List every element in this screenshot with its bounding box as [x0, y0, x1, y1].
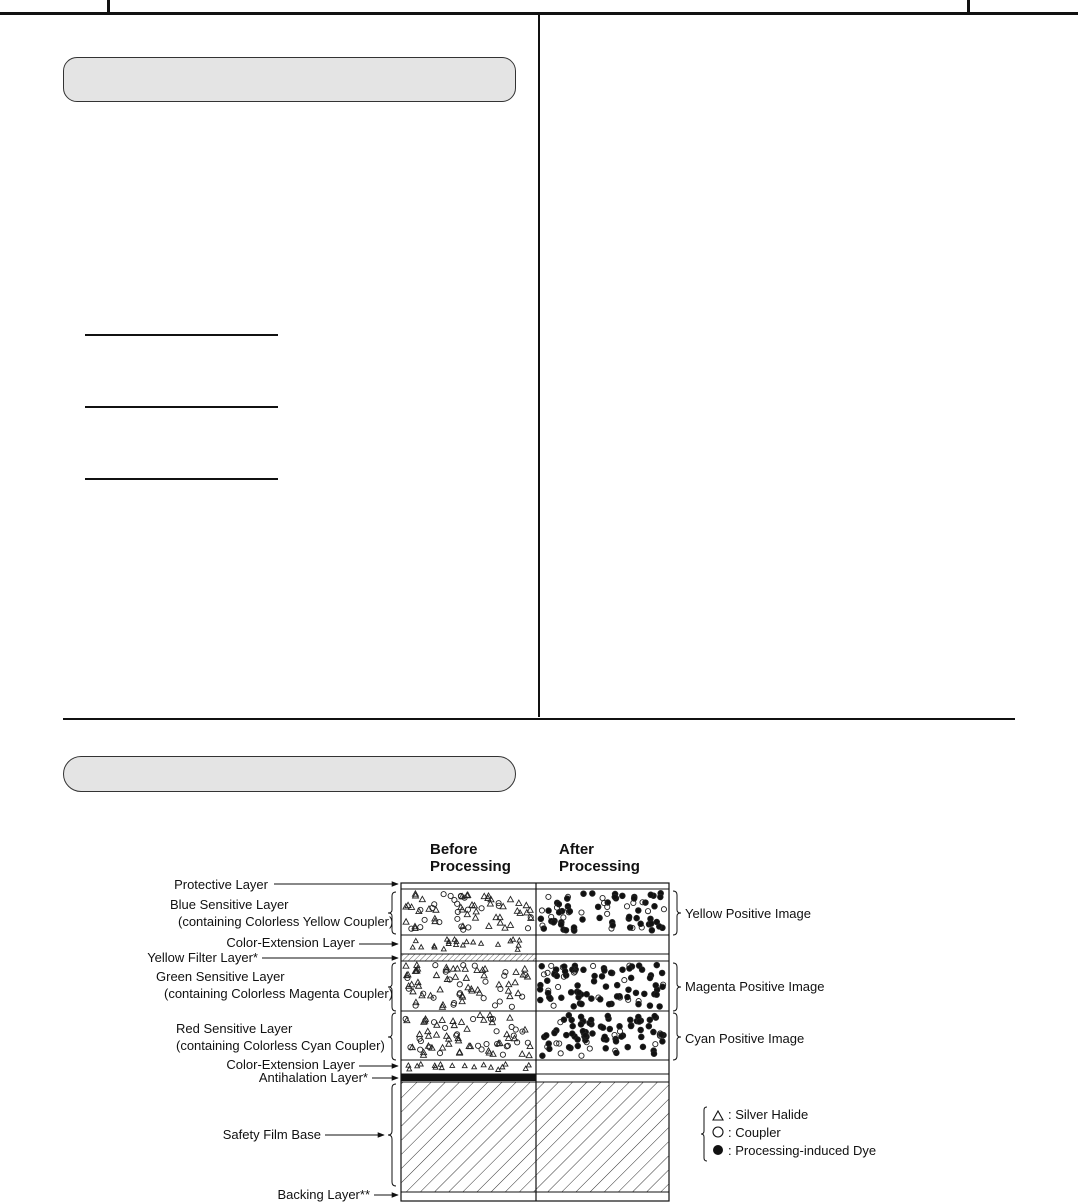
label-yellow-image: Yellow Positive Image	[685, 906, 811, 921]
label-blue-2: (containing Colorless Yellow Coupler)	[178, 914, 394, 929]
label-green-2: (containing Colorless Magenta Coupler)	[164, 986, 394, 1001]
blank-line-2	[85, 406, 278, 408]
particle-glyphs	[403, 890, 667, 1071]
legend	[701, 1107, 876, 1161]
label-yellow-filter: Yellow Filter Layer*	[147, 950, 258, 965]
section-title-box-1	[63, 57, 516, 102]
safety-base-fill	[401, 1082, 669, 1192]
label-magenta-image: Magenta Positive Image	[685, 979, 825, 994]
legend-coupler: : Coupler	[728, 1125, 781, 1140]
header-before-2: Processing	[430, 858, 511, 875]
header-after-1: After	[559, 841, 595, 858]
left-labels	[147, 877, 398, 1202]
antihalation-fill	[401, 1074, 536, 1081]
label-green-1: Green Sensitive Layer	[156, 969, 285, 984]
label-color-ext-2: Color-Extension Layer	[226, 1057, 355, 1072]
label-cyan-image: Cyan Positive Image	[685, 1031, 805, 1046]
legend-silver-halide: : Silver Halide	[728, 1107, 809, 1122]
section-title-box-2	[63, 756, 516, 792]
blank-line-1	[85, 334, 278, 336]
label-red-2: (containing Colorless Cyan Coupler)	[176, 1038, 385, 1053]
column-divider	[538, 15, 540, 717]
right-labels	[673, 891, 824, 1060]
legend-dye: : Processing-induced Dye	[728, 1143, 877, 1158]
circle-outline-icon	[713, 1127, 723, 1137]
label-red-1: Red Sensitive Layer	[176, 1021, 293, 1036]
film-layer-svg	[0, 820, 1078, 1204]
layer-stack	[401, 883, 669, 1201]
filled-circle-icon	[713, 1145, 723, 1155]
label-protective: Protective Layer	[174, 877, 268, 892]
label-antihalation: Antihalation Layer*	[258, 1070, 368, 1085]
film-layer-diagram	[0, 820, 1078, 1204]
label-color-ext-1: Color-Extension Layer	[226, 935, 355, 950]
header-after-2: Processing	[559, 858, 640, 875]
label-backing: Backing Layer**	[277, 1187, 370, 1202]
header-before-1: Before	[430, 841, 478, 858]
label-blue-1: Blue Sensitive Layer	[170, 897, 289, 912]
blank-line-3	[85, 478, 278, 480]
section-divider	[63, 718, 1015, 720]
header-tab	[107, 0, 970, 12]
yellow-filter-fill	[401, 954, 536, 961]
triangle-icon	[713, 1111, 723, 1120]
label-safety-base: Safety Film Base	[222, 1127, 321, 1142]
